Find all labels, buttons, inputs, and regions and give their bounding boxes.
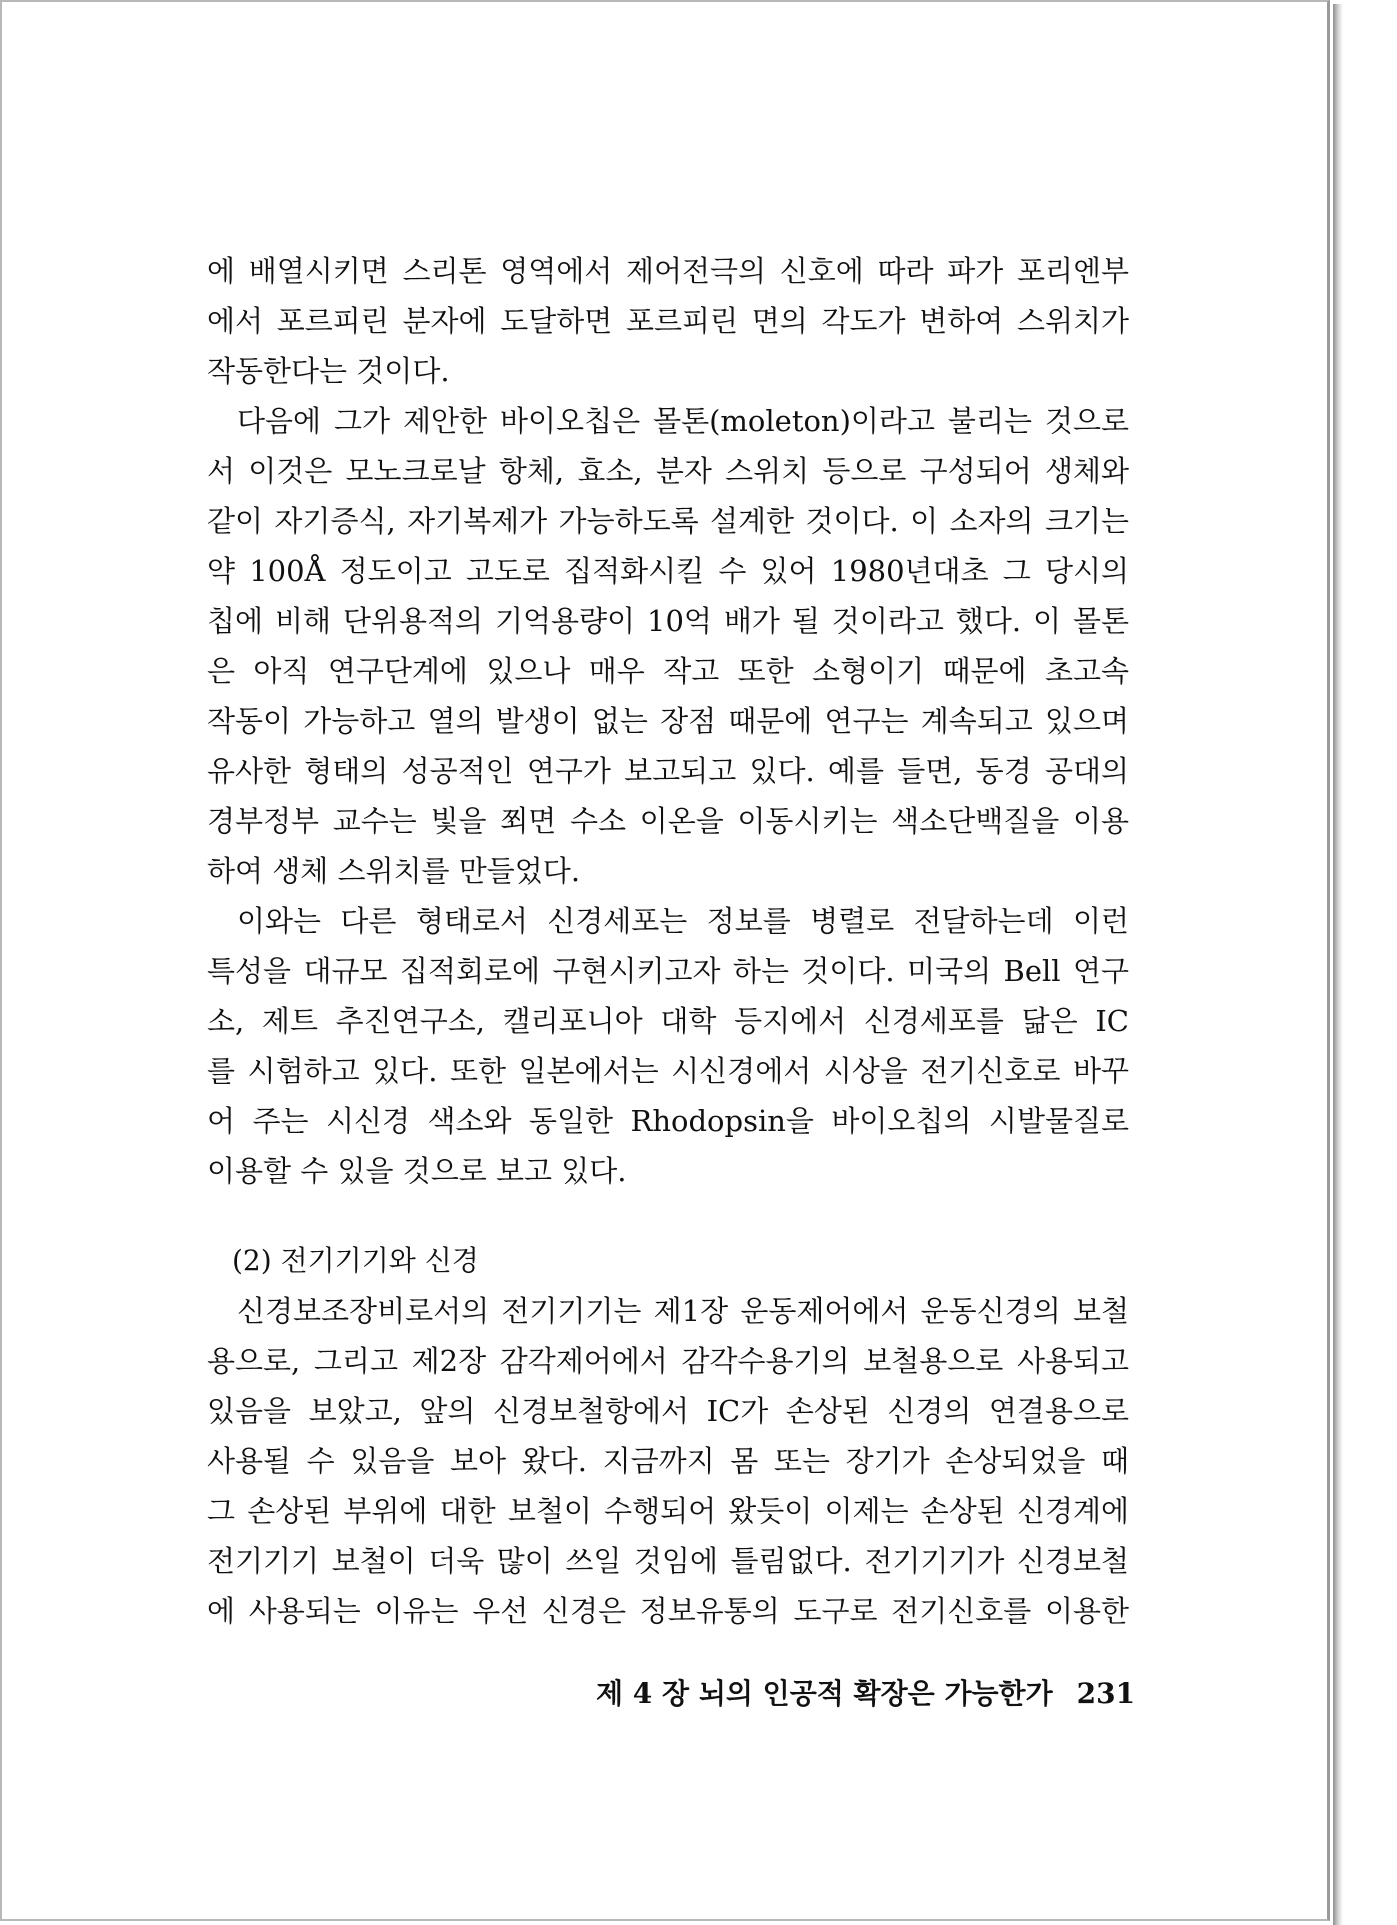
text-line: 은 아직 연구단계에 있으나 매우 작고 또한 소형이기 때문에 초고속 [207, 654, 1129, 688]
chapter-title: 제 4 장 뇌의 인공적 확장은 가능한가 [596, 1677, 1053, 1710]
paragraph-4 [207, 1286, 1129, 1636]
paragraph-2 [207, 396, 1129, 896]
text-line: 에 배열시키면 스리톤 영역에서 제어전극의 신호에 따라 파가 포리엔부 [207, 254, 1129, 288]
paragraph-1 [207, 246, 1129, 396]
section-heading: (2) 전기기기와 신경 [232, 1244, 479, 1277]
text-line: 전기기기 보철이 더욱 많이 쓰일 것임에 틀림없다. 전기기기가 신경보철 [207, 1544, 1129, 1578]
text-line: 있음을 보았고, 앞의 신경보철항에서 IC가 손상된 신경의 연결용으로 [207, 1394, 1129, 1428]
text-line: 이용할 수 있을 것으로 보고 있다. [207, 1154, 627, 1188]
text-line: 다음에 그가 제안한 바이오칩은 몰톤(moleton)이라고 불리는 것으로 [237, 404, 1129, 438]
text-line: 그 손상된 부위에 대한 보철이 수행되어 왔듯이 이제는 손상된 신경계에 [207, 1494, 1129, 1528]
page-edge-shadow [1333, 4, 1343, 1925]
text-line: 작동이 가능하고 열의 발생이 없는 장점 때문에 연구는 계속되고 있으며 [207, 704, 1129, 738]
text-line: 서 이것은 모노크로날 항체, 효소, 분자 스위치 등으로 구성되어 생체와 [207, 454, 1129, 488]
text-line: 어 주는 시신경 색소와 동일한 Rhodopsin을 바이오칩의 시발물질로 [207, 1104, 1129, 1138]
running-footer [596, 1672, 1136, 1712]
text-line: 사용될 수 있음을 보아 왔다. 지금까지 몸 또는 장기가 손상되었을 때 [207, 1444, 1129, 1478]
text-line: 작동한다는 것이다. [207, 354, 450, 388]
section-spacer [207, 1196, 1129, 1236]
text-line: 소, 제트 추진연구소, 캘리포니아 대학 등지에서 신경세포를 닮은 IC [207, 1004, 1129, 1038]
text-line: 유사한 형태의 성공적인 연구가 보고되고 있다. 예를 들면, 동경 공대의 [207, 754, 1129, 788]
text-line: 를 시험하고 있다. 또한 일본에서는 시신경에서 시상을 전기신호로 바꾸 [207, 1054, 1129, 1088]
page-body [207, 246, 1129, 1636]
text-line: 경부정부 교수는 빛을 쬐면 수소 이온을 이동시키는 색소단백질을 이용 [207, 804, 1129, 838]
paragraph-3 [207, 896, 1129, 1196]
text-line: 에 사용되는 이유는 우선 신경은 정보유통의 도구로 전기신호를 이용한 [207, 1594, 1129, 1628]
page-number: 231 [1076, 1677, 1136, 1710]
text-line: 신경보조장비로서의 전기기기는 제1장 운동제어에서 운동신경의 보철 [237, 1294, 1129, 1328]
text-line: 칩에 비해 단위용적의 기억용량이 10억 배가 될 것이라고 했다. 이 몰톤 [207, 604, 1129, 638]
text-line: 이와는 다른 형태로서 신경세포는 정보를 병렬로 전달하는데 이런 [237, 904, 1129, 938]
text-line: 용으로, 그리고 제2장 감각제어에서 감각수용기의 보철용으로 사용되고 [207, 1344, 1129, 1378]
text-line: 에서 포르피린 분자에 도달하면 포르피린 면의 각도가 변하여 스위치가 [207, 304, 1129, 338]
text-line: 특성을 대규모 집적회로에 구현시키고자 하는 것이다. 미국의 Bell 연구 [207, 954, 1129, 988]
text-line: 약 100Å 정도이고 고도로 집적화시킬 수 있어 1980년대초 그 당시의 [207, 554, 1129, 588]
text-line: 하여 생체 스위치를 만들었다. [207, 854, 581, 888]
text-line: 같이 자기증식, 자기복제가 가능하도록 설계한 것이다. 이 소자의 크기는 [207, 504, 1129, 538]
